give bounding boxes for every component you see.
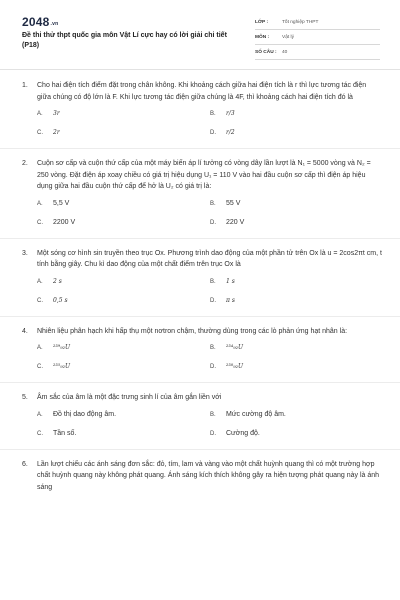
option-letter: D.: [210, 219, 216, 226]
meta-value[interactable]: Vật lý: [282, 34, 294, 40]
question-text: Một sóng cơ hình sin truyền theo trục Ox. Phương trình dao động của một phần tử trên Ox là u = 2cos2πt cm, t tính bằng giây. Chu kì dao động của một chất điểm trên trục Ox là: [37, 249, 382, 268]
question-head: [22, 158, 382, 193]
answer-option[interactable]: [37, 296, 210, 306]
option-letter: A.: [37, 278, 43, 285]
option-letter: B.: [210, 411, 216, 418]
option-text: Tần số.: [53, 429, 77, 437]
meta-row-subject: [255, 30, 380, 45]
answer-option[interactable]: [37, 109, 210, 119]
option-letter: A.: [37, 411, 43, 418]
question-head: [22, 392, 382, 404]
option-text: Cường độ.: [226, 429, 260, 437]
question-item: [22, 459, 382, 494]
question-text: Lần lượt chiếu các ánh sáng đơn sắc: đỏ, tím, lam và vàng vào một chất huỳnh quang thì có một trường hợp chất huỳnh quang này không phát quang. Ánh sáng kích thích không gây ra hiện tượng phát quang này là ánh sáng: [37, 460, 380, 491]
meta-key: MÔN :: [255, 34, 270, 40]
answer-option[interactable]: [210, 410, 383, 420]
option-text: 2200 V: [53, 218, 76, 226]
option-letter: D.: [210, 364, 216, 370]
question-divider: [0, 449, 400, 450]
question-head: [22, 248, 382, 271]
answer-option[interactable]: [210, 218, 383, 228]
question-head: [22, 80, 382, 103]
option-text: ²³⁴₉₂U: [226, 344, 244, 351]
answer-option[interactable]: [210, 362, 383, 372]
option-text: Mức cường độ âm.: [226, 410, 286, 418]
question-text: Cuộn sơ cấp và cuộn thứ cấp của một máy biến áp lí tưởng có vòng dây lần lượt là N₁ = 5000 vòng và N₂ = 250 vòng. Đặt điện áp xoay chiều có giá trị hiệu dụng U₁ = 110 V vào hai đầu cuộn sơ cấp thì điện áp hiệu dụng giữa hai đầu cuộn thứ cấp để hở là U₂ có giá trị là:: [37, 160, 371, 190]
question-divider: [0, 148, 400, 149]
option-text: r/2: [226, 129, 235, 136]
option-text: ²³⁹₉₂U: [53, 344, 71, 351]
option-text: π s: [226, 296, 235, 304]
exam-title: Đề thi thử thpt quốc gia môn Vật Lí cực hay có lời giải chi tiết (P18): [22, 32, 227, 49]
option-letter: A.: [37, 200, 43, 207]
question-item: [22, 80, 382, 138]
answer-option[interactable]: [37, 218, 210, 228]
answer-option[interactable]: [37, 429, 210, 439]
answer-option[interactable]: [210, 277, 383, 287]
meta-key: LỚP :: [255, 19, 269, 25]
option-text: 2r: [53, 129, 60, 136]
question-divider: [0, 316, 400, 317]
question-divider: [0, 382, 400, 383]
option-letter: B.: [210, 111, 216, 117]
question-head: [22, 326, 382, 338]
option-letter: B.: [210, 200, 216, 207]
option-letter: A.: [37, 111, 43, 117]
option-text: 5,5 V: [53, 199, 70, 207]
option-text: r/3: [226, 110, 235, 117]
option-letter: C.: [37, 130, 43, 136]
option-text: ²³⁵₉₂U: [53, 363, 71, 370]
option-letter: C.: [37, 297, 43, 304]
option-letter: C.: [37, 219, 43, 226]
option-text: 220 V: [226, 218, 245, 226]
option-letter: B.: [210, 345, 216, 351]
question-number: 3.: [22, 249, 28, 257]
question-number: 4.: [22, 327, 28, 335]
option-letter: C.: [37, 364, 43, 370]
answer-option[interactable]: [210, 109, 383, 119]
logo-suffix: .vn: [50, 21, 59, 27]
question-item: [22, 326, 382, 373]
option-text: 2 s: [53, 277, 62, 285]
site-logo[interactable]: [22, 15, 58, 29]
option-letter: A.: [37, 345, 43, 351]
question-item: [22, 158, 382, 228]
answer-option[interactable]: [210, 343, 383, 353]
answer-option[interactable]: [37, 128, 210, 138]
option-letter: C.: [37, 430, 43, 437]
answer-option[interactable]: [210, 429, 383, 439]
answer-options: [37, 199, 382, 228]
question-number: 6.: [22, 460, 28, 468]
answer-option[interactable]: [37, 343, 210, 353]
question-text: Nhiên liệu phân hạch khi hấp thụ một nơtron chậm, thường dùng trong các lò phản ứng hạt nhân là:: [37, 327, 348, 335]
answer-options: [37, 277, 382, 306]
option-text: ²³⁸₉₂U: [226, 363, 244, 370]
answer-option[interactable]: [210, 128, 383, 138]
question-head: [22, 459, 382, 494]
question-text: Cho hai điện tích điểm đặt trong chân không. Khi khoảng cách giữa hai điện tích là r thì lực tương tác điện giữa chúng có độ lớn là F. Khi lực tương tác điện giữa chúng là 4F, thì khoảng cách hai điện tích đó là: [37, 82, 367, 101]
question-item: [22, 392, 382, 439]
option-text: 55 V: [226, 199, 241, 207]
meta-row-count: [255, 45, 380, 60]
option-letter: D.: [210, 430, 216, 437]
option-letter: D.: [210, 130, 216, 136]
answer-option[interactable]: [210, 296, 383, 306]
question-item: [22, 248, 382, 306]
meta-value: 40: [282, 49, 288, 55]
question-text: Âm sắc của âm là một đặc trưng sinh lí của âm gắn liền với: [37, 394, 222, 401]
answer-option[interactable]: [37, 277, 210, 287]
answer-options: [37, 109, 382, 138]
meta-value[interactable]: Tốt nghiệp THPT: [282, 19, 319, 25]
option-text: 1 s: [226, 277, 235, 285]
question-number: 5.: [22, 394, 28, 401]
exam-meta: [255, 15, 380, 60]
logo-text: 2048: [22, 15, 50, 29]
question-number: 2.: [22, 160, 28, 167]
option-letter: D.: [210, 297, 216, 304]
meta-key: SỐ CÂU :: [255, 49, 277, 55]
meta-row-class: [255, 15, 380, 30]
answer-option[interactable]: [37, 410, 210, 420]
answer-option[interactable]: [37, 199, 210, 209]
question-list: [22, 80, 382, 493]
option-text: Đồ thị dao động âm.: [53, 410, 117, 418]
answer-option[interactable]: [37, 362, 210, 372]
option-letter: B.: [210, 278, 216, 285]
question-divider: [0, 238, 400, 239]
header-divider: [0, 69, 400, 70]
answer-options: [37, 343, 382, 372]
question-number: 1.: [22, 82, 28, 89]
answer-options: [37, 410, 382, 439]
option-text: 0,5 s: [53, 296, 68, 304]
option-text: 3r: [53, 110, 60, 117]
answer-option[interactable]: [210, 199, 383, 209]
